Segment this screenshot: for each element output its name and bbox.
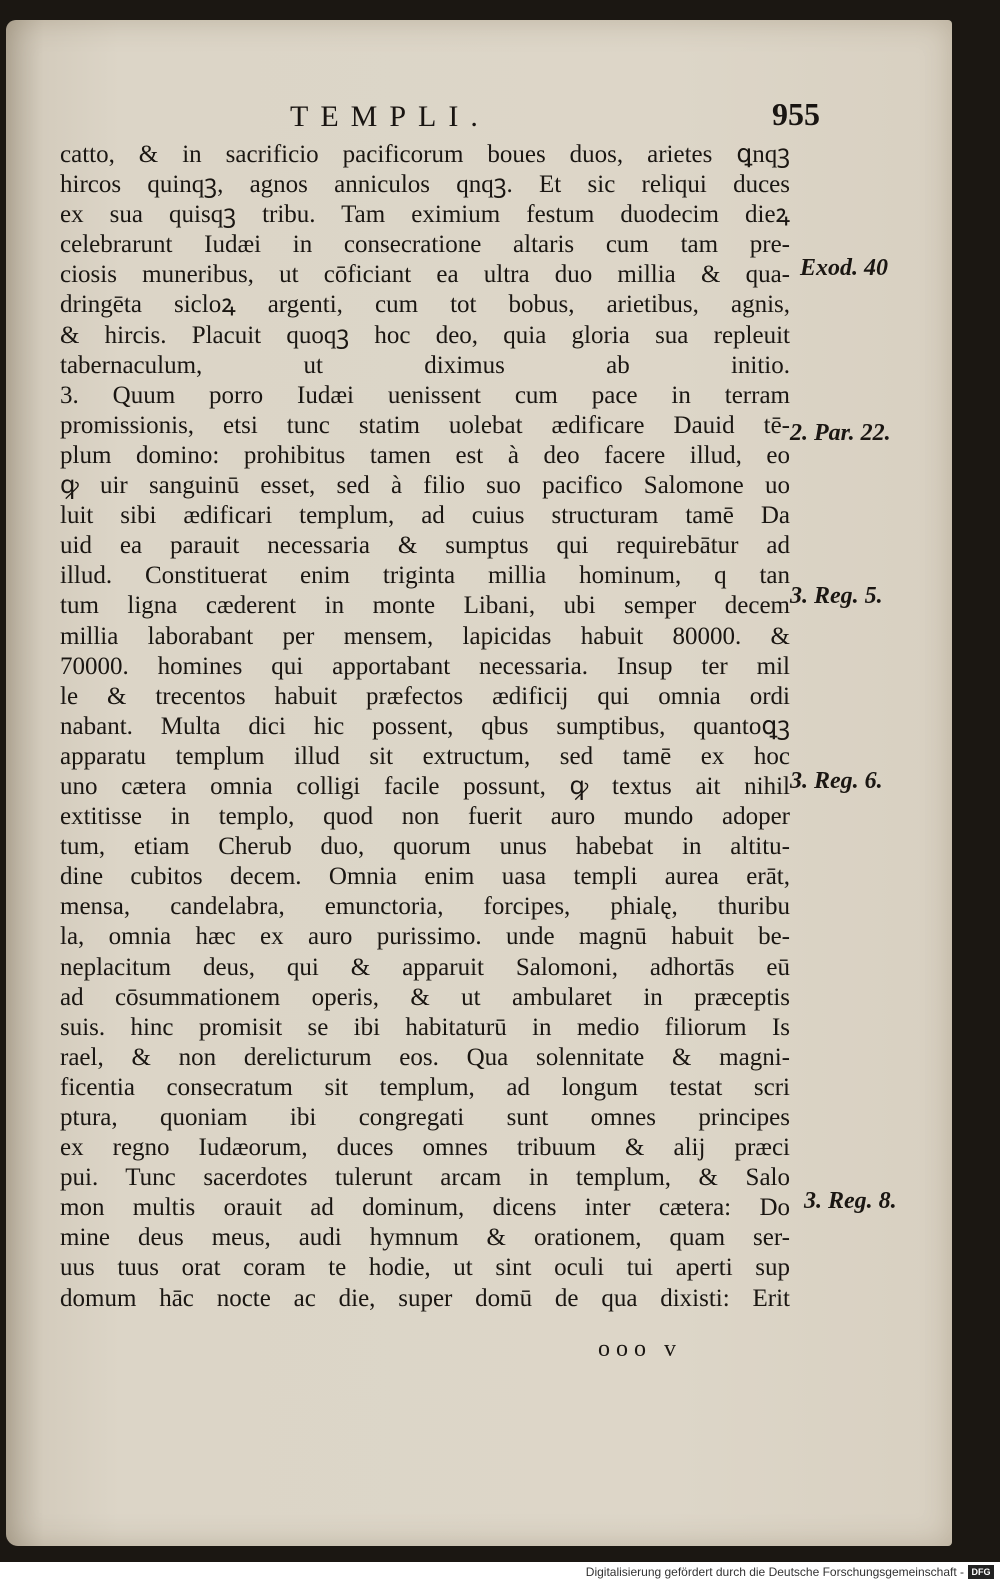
text-line: mensa, candelabra, emunctoria, forcipes, phialę, thuribu bbox=[60, 893, 790, 921]
running-head: TEMPLI. bbox=[290, 100, 490, 133]
text-line: suis. hinc promisit se ibi habitaturū in medio filiorum Is bbox=[60, 1013, 790, 1041]
text-line: apparatu templum illud sit extructum, sed tamē ex hoc bbox=[60, 742, 790, 770]
text-line: extitisse in templo, quod non fuerit auro mundo adoper bbox=[60, 803, 790, 831]
text-line: plum domino: prohibitus tamen est à deo facere illud, eo bbox=[60, 441, 790, 469]
margin-note-reg-5: 3. Reg. 5. bbox=[790, 583, 883, 609]
text-line: 3. Quum porro Iudæi uenissent cum pace in terram bbox=[60, 381, 790, 409]
text-line: hircos quinqꝫ, agnos anniculos qnqꝫ. Et sic reliqui duces bbox=[60, 171, 790, 199]
text-line: illud. Constituerat enim triginta millia hominum, q tan bbox=[60, 562, 790, 590]
text-line: promissionis, etsi tunc statim uolebat ædificare Dauid tē- bbox=[60, 411, 790, 439]
text-line: pui. Tunc sacerdotes tulerunt arcam in templum, & Salo bbox=[60, 1164, 790, 1192]
text-line: ex sua quisqꝫ tribu. Tam eximium festum duodecim dieꝝ bbox=[60, 201, 790, 229]
text-line: dringēta sicloꝝ argenti, cum tot bobus, arietibus, agnis, bbox=[60, 291, 790, 319]
dfg-logo: DFG bbox=[968, 1565, 994, 1579]
margin-note-paralipomenon: 2. Par. 22. bbox=[790, 420, 891, 446]
text-line: ptura, quoniam ibi congregati sunt omnes principes bbox=[60, 1104, 790, 1131]
margin-note-exodus: Exod. 40 bbox=[800, 255, 889, 281]
text-line: uno cætera omnia colligi facile possunt, ꝙ textus ait nihil bbox=[60, 772, 790, 800]
text-line: uid ea parauit necessaria & sumptus qui requirebātur ad bbox=[60, 532, 790, 560]
text-line: la, omnia hæc ex auro purissimo. unde magnū habuit be- bbox=[60, 923, 790, 951]
text-line: ad cōsummationem operis, & ut ambularet in præceptis bbox=[60, 983, 790, 1011]
signature-mark: ooo v bbox=[598, 1336, 682, 1362]
text-line: 70000. homines qui apportabant necessaria. Insup ter mil bbox=[60, 652, 790, 680]
text-line: ciosis muneribus, ut cōficiant ea ultra duo millia & qua- bbox=[60, 261, 790, 289]
text-line: dine cubitos decem. Omnia enim uasa templi aurea erāt, bbox=[60, 863, 790, 891]
text-line: mon multis orauit ad dominum, dicens inter cætera: Do bbox=[60, 1194, 790, 1222]
text-line: & hircis. Placuit quoqꝫ hoc deo, quia gloria sua repleuit bbox=[60, 321, 790, 349]
footer-text: Digitalisierung gefördert durch die Deutsche Forschungsgemeinschaft - bbox=[585, 1565, 964, 1579]
text-line: catto, & in sacrificio pacificorum boues duos, arietes ꝗnqꝫ bbox=[60, 141, 790, 168]
text-line: tum ligna cæderent in monte Libani, ubi semper decem bbox=[60, 592, 790, 620]
text-line: ficentia consecratum sit templum, ad longum testat scri bbox=[60, 1073, 790, 1101]
body-text bbox=[60, 140, 790, 1314]
text-line: nabant. Multa dici hic possent, qbus sumptibus, quantoꝗꝫ bbox=[60, 712, 790, 740]
text-line: uus tuus orat coram te hodie, ut sint oculi tui aperti sup bbox=[60, 1254, 790, 1282]
text-line: ex regno Iudæorum, duces omnes tribuum & alij præci bbox=[60, 1134, 790, 1162]
margin-note-reg-6: 3. Reg. 6. bbox=[790, 768, 883, 794]
text-line: ꝙ uir sanguinū esset, sed à filio suo pacifico Salomone uo bbox=[60, 472, 790, 500]
text-line: mine deus meus, audi hymnum & orationem, quam ser- bbox=[60, 1224, 790, 1252]
text-line: domum hāc nocte ac die, super domū de qua dixisti: Erit bbox=[60, 1284, 790, 1312]
footer bbox=[586, 1562, 994, 1582]
margin-note-reg-8: 3. Reg. 8. bbox=[804, 1188, 897, 1214]
text-line: celebrarunt Iudæi in consecratione altaris cum tam pre- bbox=[60, 231, 790, 259]
text-line: neplacitum deus, qui & apparuit Salomoni, adhortās eū bbox=[60, 953, 790, 981]
page-number: 955 bbox=[772, 96, 820, 132]
text-line: millia laborabant per mensem, lapicidas habuit 80000. & bbox=[60, 622, 790, 650]
text-line: le & trecentos habuit præfectos ædificij qui omnia ordi bbox=[60, 682, 790, 710]
text-line: tum, etiam Cherub duo, quorum unus habebat in altitu- bbox=[60, 833, 790, 861]
text-line: luit sibi ædificari templum, ad cuius structuram tamē Da bbox=[60, 502, 790, 530]
text-line: rael, & non derelicturum eos. Qua solennitate & magni- bbox=[60, 1043, 790, 1071]
text-line: tabernaculum, ut diximus ab initio. bbox=[60, 351, 790, 379]
